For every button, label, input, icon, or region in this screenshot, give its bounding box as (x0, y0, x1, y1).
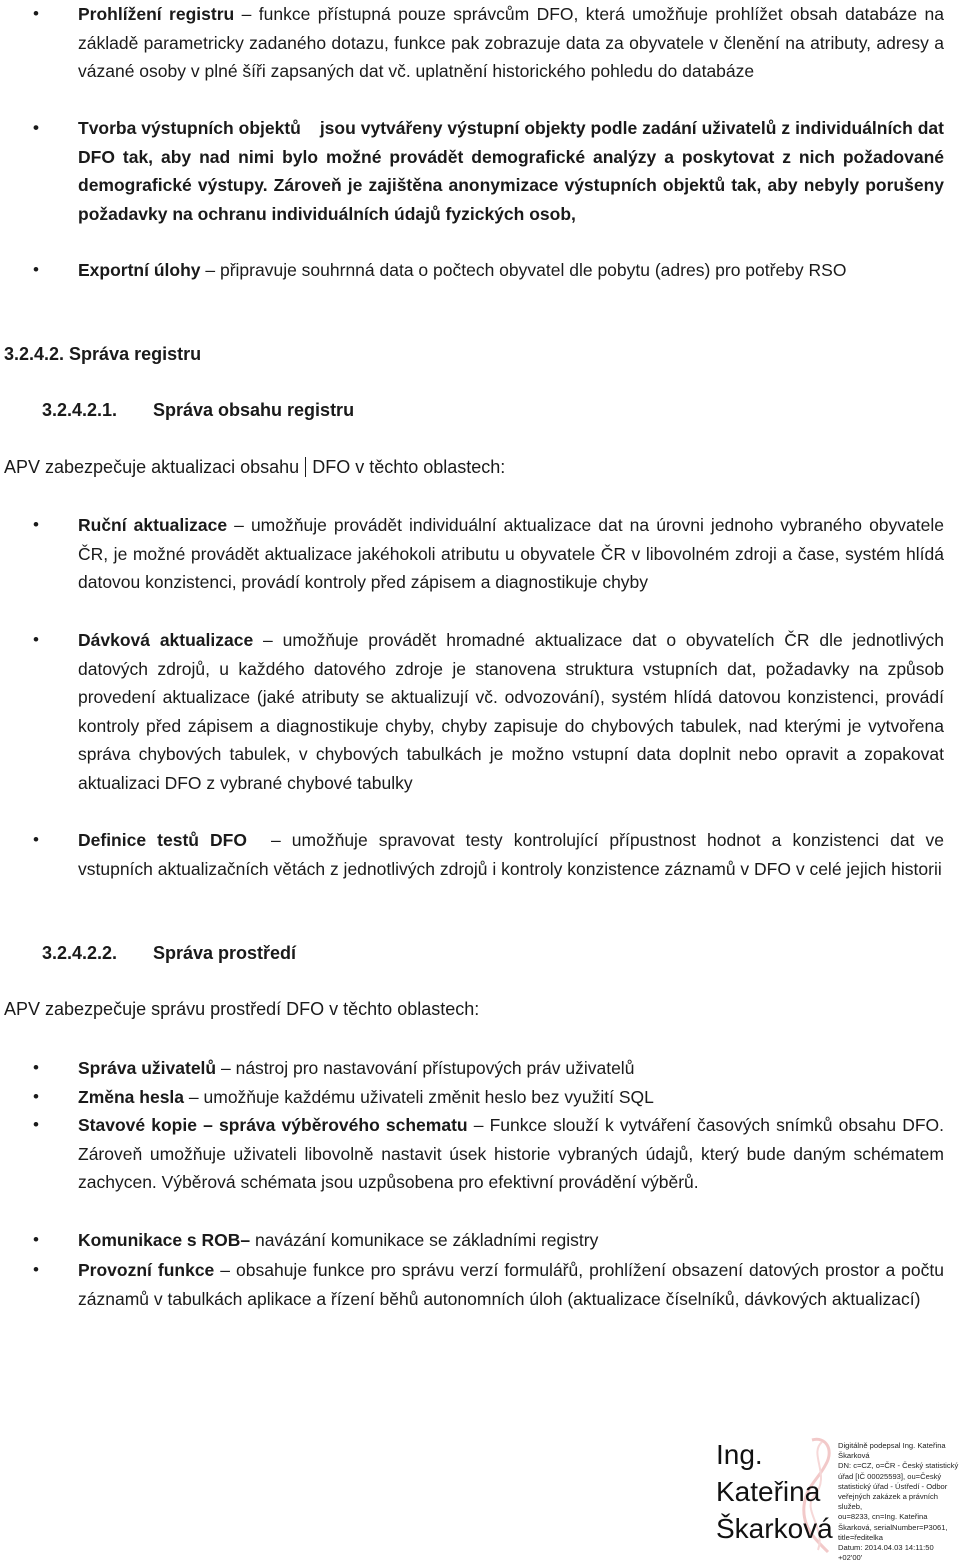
bullet-title: Dávková aktualizace (78, 630, 254, 650)
bullet-text: nástroj pro nastavování přístupových práv uživatelů (230, 1058, 635, 1078)
bullet-text: umožňuje každému uživateli změnit heslo bez využití SQL (198, 1087, 654, 1107)
bullet-title: Tvorba výstupních objektů (78, 118, 301, 138)
bullet-title: Definice testů DFO (78, 830, 247, 850)
bullet-title: Změna hesla (78, 1087, 185, 1107)
bullet-title: Provozní funkce (78, 1260, 215, 1280)
bullet-zmena-hesla: • Změna hesla – umožňuje každému uživateli změnit heslo bez využití SQL (78, 1083, 944, 1112)
subsection-number-2: 3.2.4.2.2. (42, 943, 118, 963)
intro-text-part-2: DFO v těchto oblastech: (312, 457, 506, 477)
bullet-prohlizeni-registru: • Prohlížení registru – funkce přístupná pouze správcům DFO, která umožňuje prohlížet obsah databáze na základě parametricky zadaného dotazu, funkce pak zobrazuje data za obyvatele v členění na atributy, adresy a vázané osoby v plné šíři zapsaných dat vč. uplatnění historického pohledu do databáze (78, 0, 944, 86)
cert-line: ou=8233, cn=Ing. Kateřina (838, 1512, 928, 1522)
intro-paragraph-obsah (4, 454, 505, 480)
bullet-title: Stavové kopie – správa výběrového schematu (78, 1115, 468, 1135)
bullet-provozni-funkce: • Provozní funkce – obsahuje funkce pro správu verzí formulářů, prohlížení obsazení datových prostor a počtu záznamů v tabulkách aplikace a řízení běhů autonomních úloh (aktualizace číselníků, dávkových aktualizací) (78, 1256, 944, 1313)
bullet-title: Prohlížení registru (78, 4, 235, 24)
cert-line: statistický úřad - Ústředí - Odbor (838, 1481, 948, 1491)
bullet-text: umožňuje spravovat testy kontrolující přípustnost hodnot a konzistenci dat ve vstupních aktualizačních větách z jednotlivých zdrojů i kontroly konzistence záznamů v DFO v celé jejich historii (78, 830, 944, 879)
bullet-text: navázání komunikace se základními registry (250, 1230, 599, 1250)
bullet-exportni-ulohy: • Exportní úlohy – připravuje souhrnná data o počtech obyvatel dle pobytu (adres) pro potřeby RSO (78, 256, 944, 285)
bullet-davkova-aktualizace: • Dávková aktualizace – umožňuje provádět hromadné aktualizace dat o obyvatelích ČR dle jednotlivých datových zdrojů, u každého datového zdroje je stanovena struktura vstupních dat, požadavky na způsob provedení aktualizace (jaké atributy se aktualizují vč. odvozování), systém hlídá datovou konzistenci, provádí kontroly před zápisem a diagnostikuje chyby, chyby zapisuje do chybových tabulek, nad kterými je vytvořena správa chybových tabulek, v chybových tabulkách je možno vstupní data doplnit nebo opravit a zopakovat aktualizaci DFO z vybrané chybové tabulky (78, 626, 944, 797)
cert-line: úřad [IČ 00025593], ou=Český (838, 1471, 942, 1481)
intro-paragraph-prostredi: APV zabezpečuje správu prostředí DFO v těchto oblastech: (4, 999, 480, 1019)
signer-name-line: Kateřina (716, 1476, 821, 1507)
bullet-tvorba-vystupnich-objektu (78, 114, 944, 228)
bullet-rucni-aktualizace: • Ruční aktualizace – umožňuje provádět individuální aktualizace dat na úrovni jednoho vybraného obyvatele ČR, je možné provádět aktualizace jakéhokoli atributu u obyvatele ČR v libovolném zdroji a čase, systém hlídá datovou konzistenci, provádí kontroly před zápisem a diagnostikuje chyby (78, 511, 944, 597)
signer-name-line: Škarková (716, 1513, 833, 1544)
bullet-komunikace-s-rob: • Komunikace s ROB– navázání komunikace se základními registry (78, 1226, 944, 1255)
bullet-text: umožňuje provádět individuální aktualizace dat na úrovni jednoho vybraného obyvatele ČR, je možné provádět aktualizace jakéhokoli atributu u obyvatele ČR v libovolném zdroji a čase, systém hlídá datovou konzistenci, provádí kontroly před zápisem a diagnostikuje chyby (78, 515, 944, 592)
bullet-definice-testu: • Definice testů DFO – umožňuje spravovat testy kontrolující přípustnost hodnot a konzistenci dat ve vstupních aktualizačních větách z jednotlivých zdrojů i kontroly konzistence záznamů v DFO v celé jejich historii (78, 826, 944, 883)
certificate-details (838, 1441, 960, 1563)
signer-name (716, 1436, 833, 1547)
bullet-title: Komunikace s ROB (78, 1230, 241, 1250)
subsection-title-sprava-obsahu: Správa obsahu registru (153, 400, 355, 420)
cert-line: Datum: 2014.04.03 14:11:50 +02'00' (838, 1543, 934, 1563)
bullet-stavove-kopie: • Stavové kopie – správa výběrového schematu – Funkce slouží k vytváření časových snímků obsahu DFO. Zároveň umožňuje uživateli libovolně nastavit úsek historie vybraných údajů, který bude daným schématem zachycen. Výběrová schémata jsou uzpůsobena pro efektivní provádění výběrů. (78, 1111, 944, 1197)
bullet-text: umožňuje provádět hromadné aktualizace dat o obyvatelích ČR dle jednotlivých datových zdrojů, u každého datového zdroje je stanovena struktura vstupních dat, požadavky na způsob provedení aktualizace (jaké atributy se aktualizují vč. odvozování), systém hlídá datovou konzistenci, provádí kontroly před zápisem a diagnostikuje chyby, chyby zapisuje do chybových tabulek, nad kterými je vytvořena správa chybových tabulek, v chybových tabulkách je možno vstupní data doplnit nebo opravit a zopakovat aktualizaci DFO z vybrané chybové tabulky (78, 630, 944, 793)
section-heading-sprava-registru: 3.2.4.2. Správa registru (4, 344, 202, 364)
intro-text-part-1: APV zabezpečuje aktualizaci obsahu (4, 457, 300, 477)
bullet-text: obsahuje funkce pro správu verzí formulářů, prohlížení obsazení datových prostor a počtu záznamů v tabulkách aplikace a řízení běhů autonomních úloh (aktualizace číselníků, dávkových aktualizací) (78, 1260, 944, 1309)
cert-line: veřejných zakázek a právních služeb, (838, 1492, 939, 1512)
subsection-title-sprava-prostredi: Správa prostředí (153, 943, 297, 963)
bullet-text: jsou vytvářeny výstupní objekty podle zadání uživatelů z individuálních dat DFO tak, aby nad nimi bylo možné provádět demografické analýzy a poskytovat z nich požadované demografické výstupy. Zároveň je zajištěna anonymizace výstupních objektů tak, aby nebyly porušeny požadavky na ochranu individuálních údajů fyzických osob, (78, 118, 944, 224)
text-cursor (305, 457, 306, 477)
digital-signature (700, 1432, 960, 1563)
bullet-title: Exportní úlohy (78, 260, 201, 280)
signer-name-line: Ing. (716, 1439, 763, 1470)
bullet-text: připravuje souhrnná data o počtech obyvatel dle pobytu (adres) pro potřeby RSO (215, 260, 847, 280)
cert-line: Škarková (838, 1451, 870, 1461)
bullet-title: Ruční aktualizace (78, 515, 228, 535)
cert-line: Škarková, serialNumber=P3061, (838, 1522, 948, 1532)
bullet-text: funkce přístupná pouze správcům DFO, která umožňuje prohlížet obsah databáze na základě parametricky zadaného dotazu, funkce pak zobrazuje data za obyvatele v členění na atributy, adresy a vázané osoby v plné šíři zapsaných dat vč. uplatnění historického pohledu do databáze (78, 4, 944, 81)
bullet-sprava-uzivatelu: • Správa uživatelů – nástroj pro nastavování přístupových práv uživatelů (78, 1054, 944, 1083)
subsection-number-1: 3.2.4.2.1. (42, 400, 118, 420)
cert-line: title=ředitelka (838, 1532, 883, 1542)
bullet-text: Funkce slouží k vytváření časových snímků obsahu DFO. Zároveň umožňuje uživateli libovolně nastavit úsek historie vybraných údajů, který bude daným schématem zachycen. Výběrová schémata jsou uzpůsobena pro efektivní provádění výběrů. (78, 1115, 944, 1192)
bullet-title: Správa uživatelů (78, 1058, 217, 1078)
cert-line: Digitálně podepsal Ing. Kateřina (838, 1441, 946, 1450)
cert-line: DN: c=CZ, o=ČR - Český statistický (838, 1461, 959, 1471)
